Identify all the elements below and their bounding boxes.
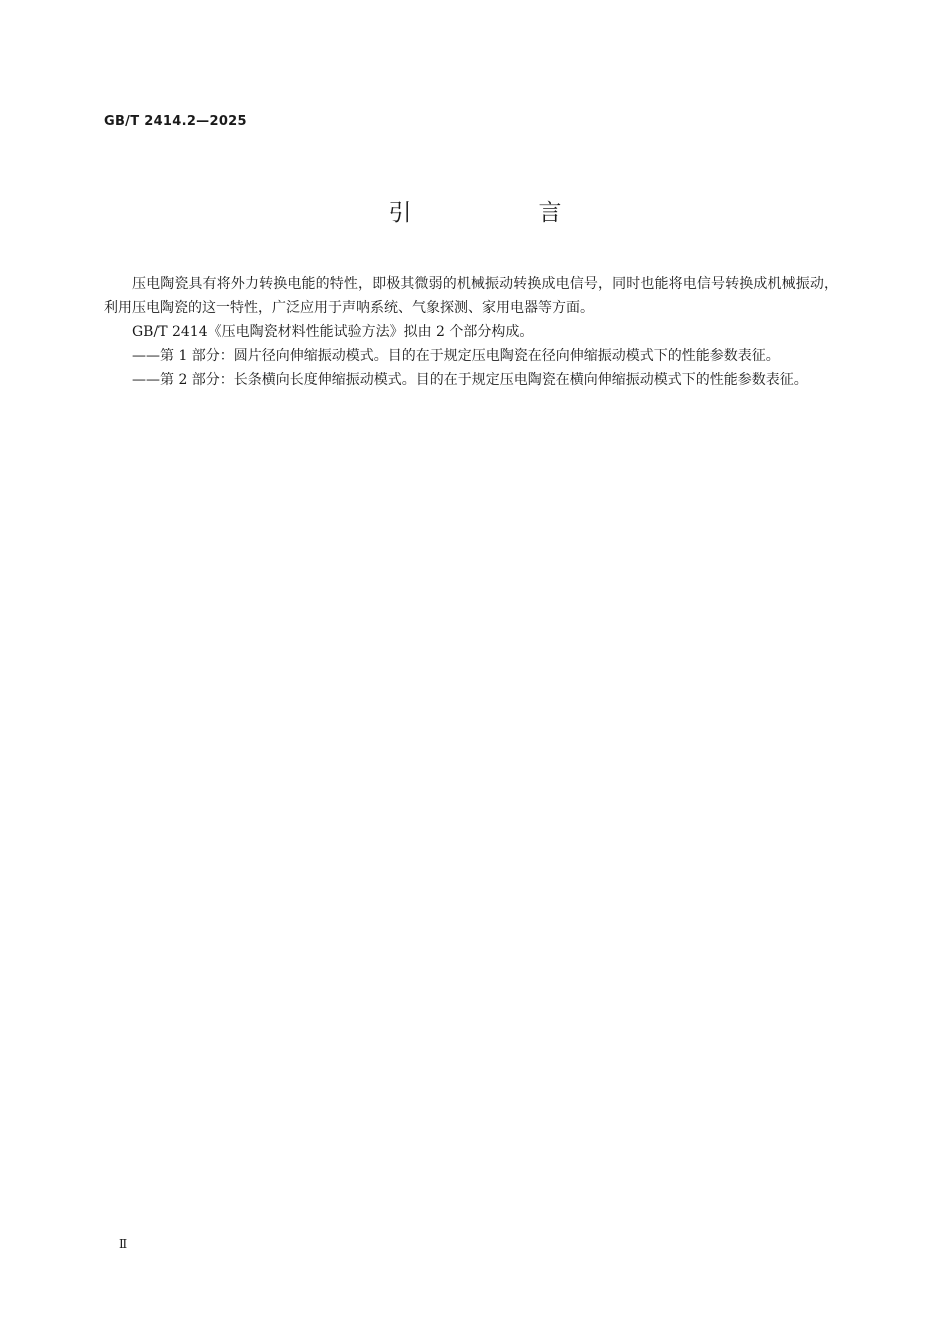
list-item: ——第 1 部分：圆片径向伸缩振动模式。目的在于规定压电陶瓷在径向伸缩振动模式下的性能参数表征。 [132,348,780,364]
document-body [104,272,838,392]
page-number: Ⅱ [119,1237,128,1251]
list-item: ——第 2 部分：长条横向长度伸缩振动模式。目的在于规定压电陶瓷在横向伸缩振动模式下的性能参数表征。 [132,372,808,388]
intro-paragraph: 压电陶瓷具有将外力转换电能的特性，即极其微弱的机械振动转换成电信号，同时也能将电信号转换成机械振动，利用压电陶瓷的这一特性，广泛应用于声呐系统、气象探测、家用电器等方面。 [104,276,838,316]
page-title: 引 言 [388,200,614,226]
structure-paragraph: GB/T 2414《压电陶瓷材料性能试验方法》拟由 2 个部分构成。 [132,324,534,340]
standard-code: GB/T 2414.2—2025 [104,114,247,129]
